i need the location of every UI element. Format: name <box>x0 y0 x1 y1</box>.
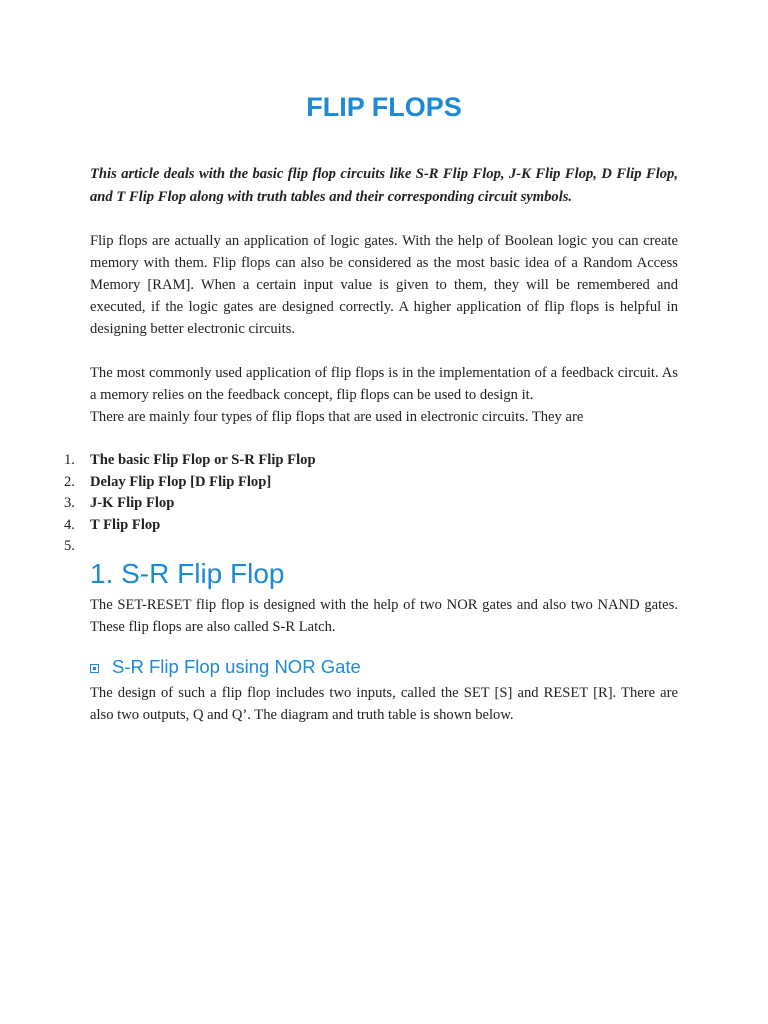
flip-flop-types-list <box>64 450 316 558</box>
page-title: FLIP FLOPS <box>306 92 462 122</box>
list-item-number: 3. <box>64 495 75 512</box>
list-item-label: The basic Flip Flop or S-R Flip Flop <box>90 452 316 468</box>
list-item-label: Delay Flip Flop [D Flip Flop] <box>90 473 272 490</box>
list-item <box>64 472 316 494</box>
intro-paragraph: This article deals with the basic flip flop circuits like S-R Flip Flop, J-K Flip Flop, D Flip Flop, and T Flip Flop along with truth tables and their corresponding circuit symbols. <box>90 166 678 205</box>
body-paragraph-3: There are mainly four types of flip flops that are used in electronic circuits. They are <box>90 409 584 425</box>
list-item-label: T Flip Flop <box>90 516 161 533</box>
subsection-paragraph: The design of such a flip flop includes two inputs, called the SET [S] and RESET [R]. There are also two outputs, Q and Q’. The diagram and truth table is shown below. <box>90 685 678 723</box>
subsection-heading-row <box>90 654 361 680</box>
list-item-number: 5. <box>64 538 75 555</box>
list-item-number: 4. <box>64 516 75 533</box>
body-paragraph-2: The most commonly used application of flip flops is in the implementation of a feedback circuit. As a memory relies on the feedback concept, flip flops can be used to design it. <box>90 365 678 403</box>
subsection-heading-nor-gate: S-R Flip Flop using NOR Gate <box>112 656 361 677</box>
list-item-number: 1. <box>64 452 75 468</box>
square-bullet-icon <box>90 664 99 673</box>
body-paragraph-1: Flip flops are actually an application of logic gates. With the help of Boolean logic you can create memory with them. Flip flops can also be considered as the most basic idea of a Random Access Memory [RAM]. When a certain input value is given to them, they will be remembered and executed, if the logic gates are designed correctly. A higher application of flip flops is helpful in designing better electronic circuits. <box>90 233 678 337</box>
list-item <box>64 493 316 515</box>
list-item-number: 2. <box>64 473 75 490</box>
section-paragraph: The SET-RESET flip flop is designed with the help of two NOR gates and also two NAND gates. These flip flops are also called S-R Latch. <box>90 597 678 635</box>
list-item <box>64 450 316 472</box>
list-item-label: J-K Flip Flop <box>90 495 175 512</box>
list-item <box>64 536 316 558</box>
section-heading-sr-flip-flop: 1. S-R Flip Flop <box>90 558 285 589</box>
list-item <box>64 515 316 537</box>
